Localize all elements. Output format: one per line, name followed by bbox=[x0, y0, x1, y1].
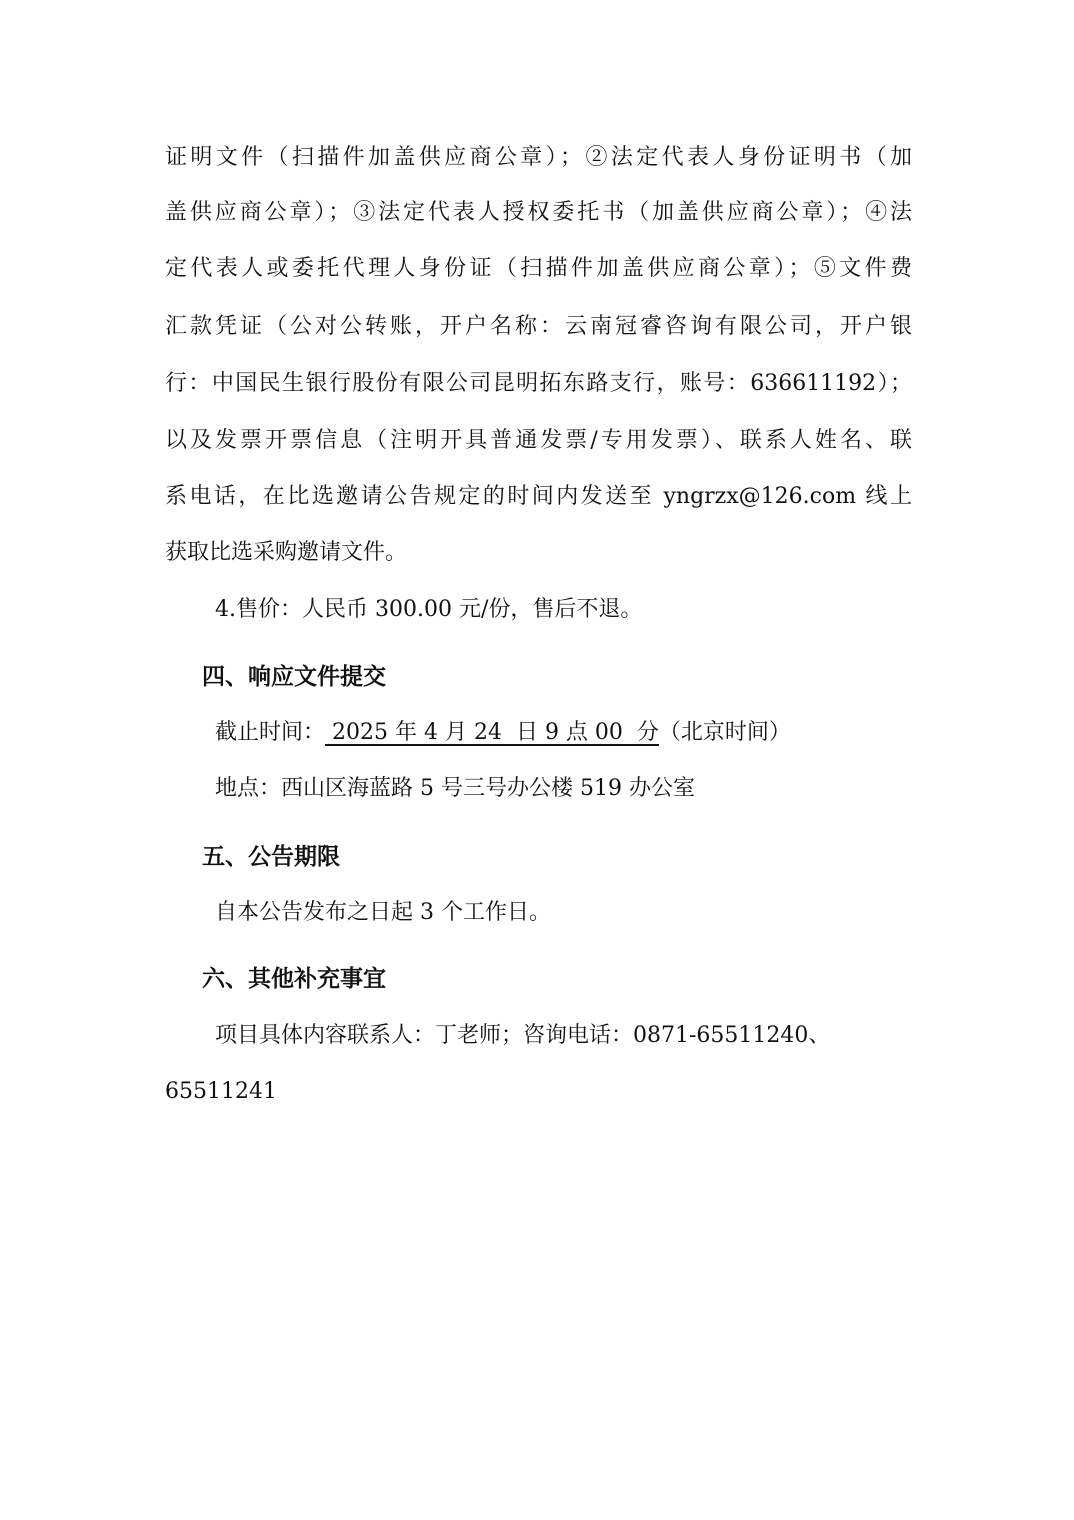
deadline-suffix: （北京时间） bbox=[658, 720, 791, 745]
deadline-value: 2025 年 4 月 24 日 9 点 00 分 bbox=[325, 720, 659, 745]
contact-line-cont: 65511241 bbox=[165, 1079, 277, 1104]
paragraph-line: 证明文件（扫描件加盖供应商公章）；②法定代表人身份证明书（加 bbox=[165, 145, 912, 170]
paragraph-line: 获取比选采购邀请文件。 bbox=[165, 540, 408, 565]
price-item: 4.售价：人民币 300.00 元/份，售后不退。 bbox=[215, 597, 643, 622]
paragraph-line: 定代表人或委托代理人身份证（扫描件加盖供应商公章）；⑤文件费 bbox=[165, 256, 912, 281]
location-line: 地点：西山区海蓝路 5 号三号办公楼 519 办公室 bbox=[215, 776, 695, 801]
paragraph-line: 以及发票开票信息（注明开具普通发票/专用发票）、联系人姓名、联 bbox=[165, 428, 912, 453]
deadline-line bbox=[215, 718, 791, 748]
deadline-label: 截止时间： bbox=[215, 720, 326, 745]
paragraph-line: 行：中国民生银行股份有限公司昆明拓东路支行，账号：636611192）； bbox=[165, 371, 912, 396]
paragraph-line: 盖供应商公章）；③法定代表人授权委托书（加盖供应商公章）；④法 bbox=[165, 200, 912, 225]
section-heading-submission: 四、响应文件提交 bbox=[202, 664, 386, 690]
section-heading-other: 六、其他补充事宜 bbox=[202, 966, 386, 992]
paragraph-line: 汇款凭证（公对公转账，开户名称：云南冠睿咨询有限公司，开户银 bbox=[165, 314, 912, 339]
period-text: 自本公告发布之日起 3 个工作日。 bbox=[215, 900, 551, 925]
section-heading-period: 五、公告期限 bbox=[202, 844, 340, 870]
paragraph-line: 系电话，在比选邀请公告规定的时间内发送至 yngrzx@126.com 线上 bbox=[165, 484, 912, 509]
contact-line: 项目具体内容联系人：丁老师；咨询电话：0871-65511240、 bbox=[215, 1023, 831, 1048]
